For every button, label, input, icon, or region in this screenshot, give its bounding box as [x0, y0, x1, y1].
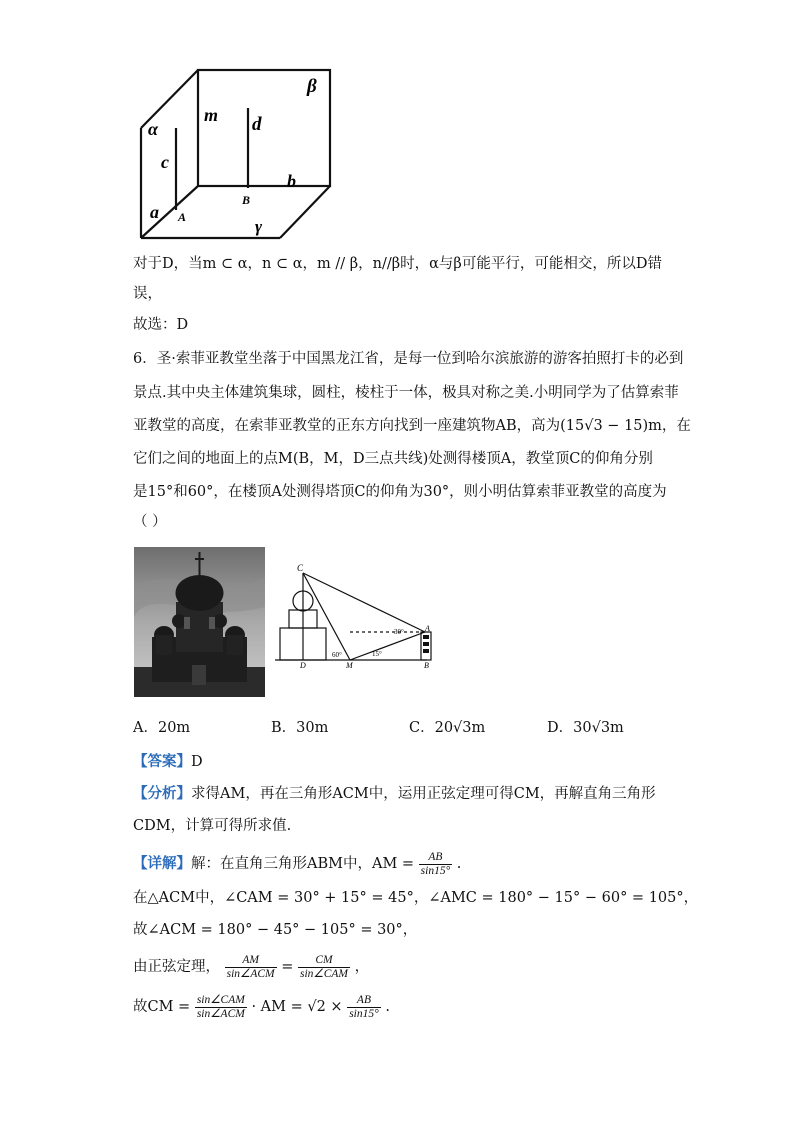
cathedral-photo: [134, 547, 265, 697]
fig2-label-C: C: [297, 563, 304, 573]
option-d-explanation-line1: 对于D，当m ⊂ α，n ⊂ α，m // β，n//β时，α与β可能平行，可能相交，所以D错: [133, 256, 662, 272]
question-6-line6: （ ）: [133, 514, 167, 530]
detail-line2: 在△ACM中，∠CAM = 30° + 15° = 45°，∠AMC = 180° − 15° − 60° = 105°，: [133, 890, 699, 906]
analysis-text1: 求得AM，再在三角形ACM中，运用正弦定理可得CM，再解直角三角形: [191, 786, 656, 802]
option-c: C．20√3m: [409, 720, 486, 736]
fig2-label-B: B: [424, 661, 429, 670]
label-beta: β: [307, 76, 317, 97]
fig2-label-A: A: [425, 624, 430, 633]
option-d: D．30√3m: [547, 720, 624, 736]
fig2-label-M: M: [346, 661, 353, 670]
question-6-line5: 是15°和60°，在楼顶A处测得塔顶C的仰角为30°，则小明估算索菲亚教堂的高度为: [133, 484, 667, 500]
triangle-figure: [275, 560, 440, 670]
detail-tag: 【详解】: [133, 855, 191, 872]
question-6-line3: 亚教堂的高度，在索菲亚教堂的正东方向找到一座建筑物AB，高为(15√3 − 15)m，在: [133, 418, 691, 434]
analysis-line1: [133, 784, 663, 804]
fig2-angle-30: 30°: [394, 628, 404, 636]
detail-line1-text: 解：在直角三角形ABM中，AM =: [191, 856, 415, 872]
option-b: B．30m: [271, 720, 329, 736]
choose-answer: 故选：D: [133, 317, 189, 333]
fraction-ab-sin15: $\frac{AB}{\sin 15^\circ}$: [420, 850, 451, 877]
option-a: A．20m: [133, 720, 191, 736]
detail-line3: 故∠ACM = 180° − 45° − 105° = 30°，: [133, 922, 418, 938]
detail-line1: 【详解】解：在直角三角形ABM中，AM = $\frac{AB}{\sin 15^\circ}$ .: [133, 850, 462, 877]
fraction-cm-sincam: $\frac{CM}{\text{sin∠CAM}}$: [300, 953, 349, 980]
detail-line5: 故CM = $\frac{\text{sin∠CAM}}{\text{sin∠ACM}}$ · AM = √2 × $\frac{AB}{\sin 15^\circ}$ .: [133, 993, 390, 1020]
fraction-am-sinacm: $\frac{AM}{\text{sin∠ACM}}$: [226, 953, 275, 980]
fig2-angle-15: 15°: [372, 650, 382, 658]
question-6-line4: 它们之间的地面上的点M(B，M，D三点共线)处测得楼顶A，教堂顶C的仰角分别: [133, 451, 653, 467]
analysis-tag: 【分析】: [133, 785, 191, 802]
label-a: a: [150, 202, 159, 222]
planes-figure: [130, 62, 350, 242]
answer-value: D: [191, 754, 203, 770]
fig2-label-D: D: [300, 661, 306, 670]
label-m: m: [204, 105, 219, 125]
label-c: c: [161, 152, 169, 172]
option-d-explanation-line2: 误，: [133, 286, 162, 302]
question-6-line2: 景点.其中央主体建筑集球，圆柱，棱柱于一体，极具对称之美.小明同学为了估算索菲: [133, 385, 679, 401]
fraction-ab-sin15-2: $\frac{AB}{\sin 15^\circ}$: [349, 993, 379, 1020]
label-b: b: [287, 171, 296, 191]
fig2-angle-60: 60°: [332, 651, 342, 659]
answer-line: [133, 752, 663, 772]
answer-tag: 【答案】: [133, 753, 191, 770]
question-6-line1: 6．圣·索菲亚教堂坐落于中国黑龙江省，是每一位到哈尔滨旅游的游客拍照打卡的必到: [133, 351, 684, 367]
fraction-sincam-sinacm: $\frac{\text{sin∠CAM}}{\text{sin∠ACM}}$: [196, 993, 245, 1020]
label-gamma: γ: [255, 217, 263, 236]
analysis-line2: CDM，计算可得所求值.: [133, 818, 292, 834]
detail-line4: 由正弦定理， $\frac{AM}{\text{sin∠ACM}}$ = $\frac{CM}{\text{sin∠CAM}}$ ，: [133, 953, 370, 980]
label-A: A: [178, 210, 187, 224]
label-B: B: [242, 193, 251, 207]
label-alpha: α: [148, 119, 158, 139]
label-d: d: [252, 114, 262, 135]
